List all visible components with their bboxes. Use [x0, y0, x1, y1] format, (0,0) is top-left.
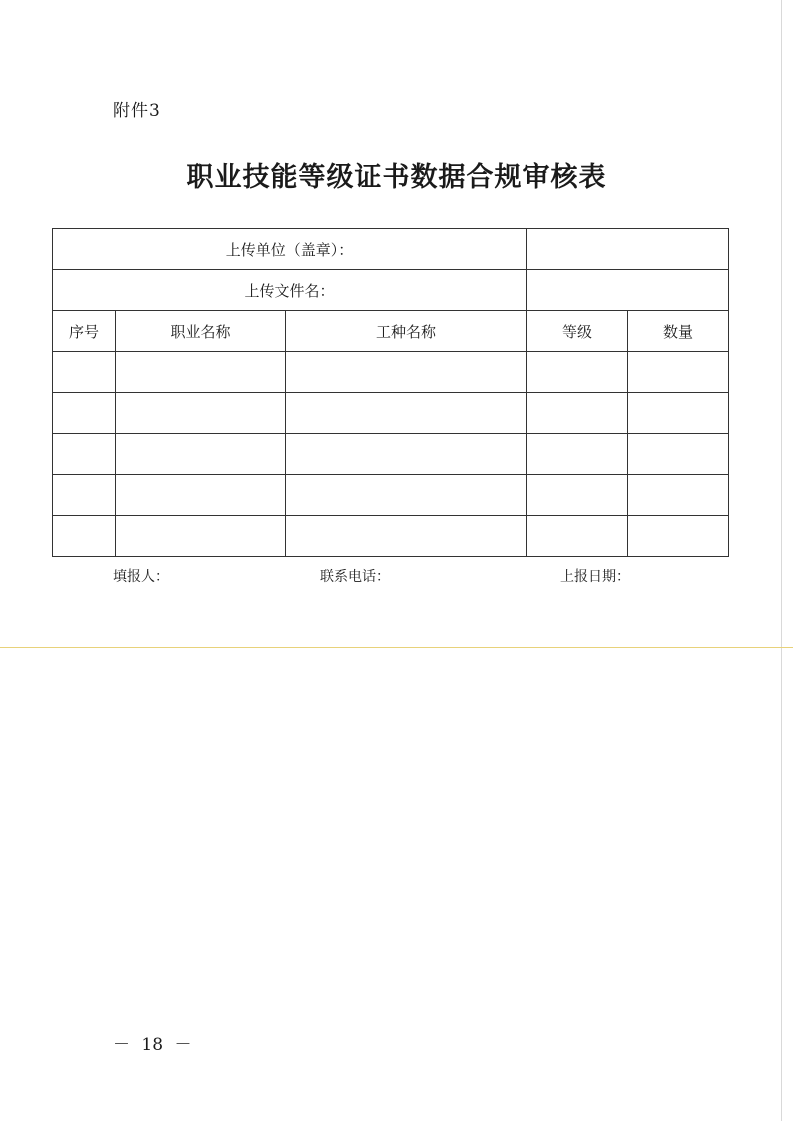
table-cell[interactable] [53, 352, 116, 393]
table-row [53, 393, 729, 434]
table-cell[interactable] [53, 475, 116, 516]
table-row [53, 434, 729, 475]
upload-unit-row [53, 229, 729, 270]
table-cell[interactable] [116, 393, 286, 434]
upload-file-row [53, 270, 729, 311]
table-cell[interactable] [286, 475, 527, 516]
upload-file-field[interactable] [527, 270, 729, 311]
table-cell[interactable] [527, 352, 628, 393]
header-level: 等级 [527, 311, 628, 352]
table-cell[interactable] [116, 516, 286, 557]
filler-label: 填报人： [113, 569, 169, 585]
page-title: 职业技能等级证书数据合规审核表 [186, 162, 607, 193]
attachment-label: 附件3 [113, 101, 161, 121]
table-cell[interactable] [628, 516, 729, 557]
header-job-type: 工种名称 [286, 311, 527, 352]
page-divider-line [0, 647, 793, 648]
upload-unit-label: 上传单位（盖章）： [53, 229, 527, 270]
header-index: 序号 [53, 311, 116, 352]
table-header-row [53, 311, 729, 352]
compliance-review-table [52, 228, 729, 557]
table-cell[interactable] [53, 393, 116, 434]
header-occupation: 职业名称 [116, 311, 286, 352]
table-cell[interactable] [628, 434, 729, 475]
table-cell[interactable] [116, 352, 286, 393]
table-cell[interactable] [116, 475, 286, 516]
table-cell[interactable] [286, 352, 527, 393]
table-cell[interactable] [628, 393, 729, 434]
table-row [53, 352, 729, 393]
table-cell[interactable] [527, 393, 628, 434]
header-quantity: 数量 [628, 311, 729, 352]
table-cell[interactable] [527, 475, 628, 516]
table-cell[interactable] [116, 434, 286, 475]
table-cell[interactable] [628, 352, 729, 393]
table-cell[interactable] [286, 434, 527, 475]
report-date-label: 上报日期： [560, 569, 630, 585]
upload-unit-field[interactable] [527, 229, 729, 270]
page-number: － 18 － [113, 1035, 192, 1055]
table-row [53, 475, 729, 516]
table-cell[interactable] [286, 516, 527, 557]
upload-file-label: 上传文件名： [53, 270, 527, 311]
table-cell[interactable] [628, 475, 729, 516]
table-cell[interactable] [286, 393, 527, 434]
table-cell[interactable] [527, 434, 628, 475]
table-cell[interactable] [53, 516, 116, 557]
contact-phone-label: 联系电话： [320, 569, 390, 585]
table-cell[interactable] [53, 434, 116, 475]
table-row [53, 516, 729, 557]
table-cell[interactable] [527, 516, 628, 557]
